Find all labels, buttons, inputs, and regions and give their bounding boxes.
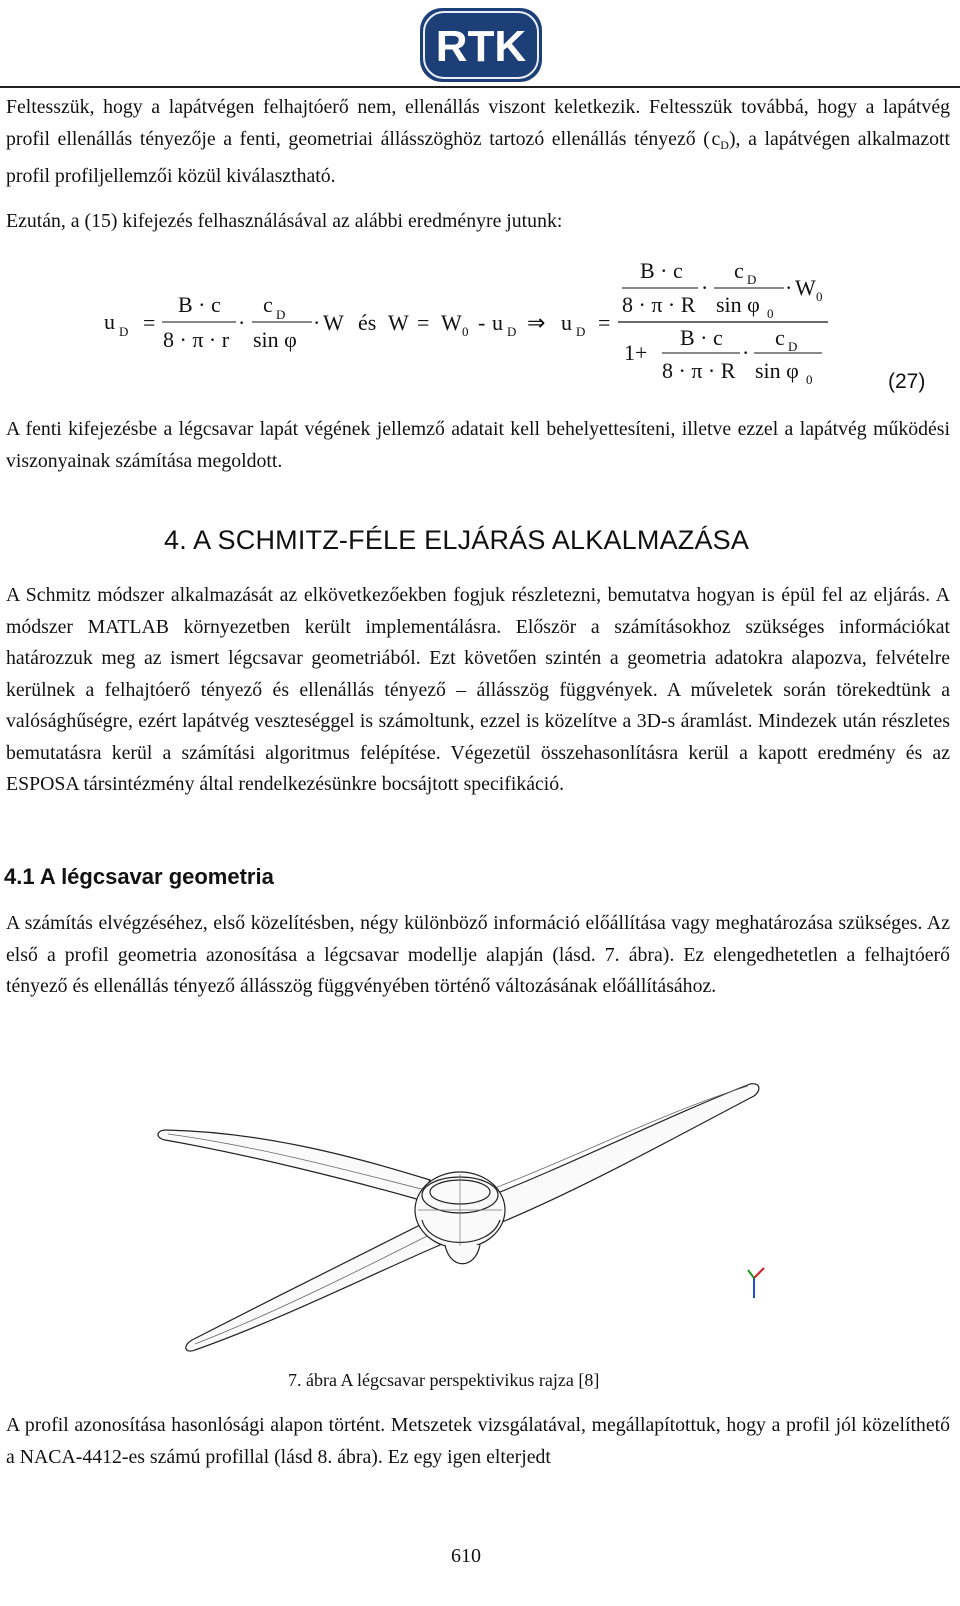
paragraph-6: A profil azonosítása hasonlósági alapon történt. Metszetek vizsgálatával, megállapítottuk, hogy a profil jól közelíthető a NACA-4412-es számú profillal (lásd 8. ábra). Ez egy igen elterjedt (6, 1414, 950, 1468)
rtk-logo-icon (420, 8, 542, 82)
eq-dot-4: · (785, 275, 793, 300)
eq-u-2-sub: D (507, 324, 517, 339)
eq-cd-num-sub: D (747, 272, 757, 287)
eq-bc-den: B · c (680, 325, 723, 350)
propeller-drawing-icon (150, 1070, 810, 1360)
eq-u-2: u (492, 310, 503, 335)
eq-w0-1: W (441, 310, 462, 335)
eq-implies: ⇒ (527, 310, 546, 335)
eq-dot-3: · (701, 275, 709, 300)
eq-u-sub: D (119, 324, 129, 339)
figure-caption: 7. ábra A légcsavar perspektivikus rajza [8] (288, 1370, 600, 1390)
equation-number: (27) (888, 370, 926, 393)
equation-27 (0, 250, 860, 400)
eq-w0-2: W (795, 275, 816, 300)
paragraph-5: A számítás elvégzéséhez, első közelítésben, négy különböző információ előállítása vagy meghatározása szükséges. Az első a profil geometria azonosítása a légcsavar modellje alapján (lásd. 7. ábra). Ez elengedhetetlen a felhajtóerő tényező és ellenállás tényező állásszög függvényében történő változásának előállításához. (6, 912, 950, 997)
paragraph-2: Ezután, a (15) kifejezés felhasználásával az alábbi eredményre jutunk: (6, 210, 563, 232)
section-title: 4. A SCHMITZ-FÉLE ELJÁRÁS ALKALMAZÁSA (164, 525, 750, 555)
eq-minus: - (478, 310, 486, 335)
svg-text:RTK: RTK (435, 22, 527, 71)
eq-8piR-den: 8 · π · R (662, 358, 736, 383)
eq-cd-den: c (775, 325, 785, 350)
eq-w0-1-sub: 0 (462, 324, 469, 339)
subsection-title: 4.1 A légcsavar geometria (4, 864, 274, 889)
paragraph-3: A fenti kifejezésbe a légcsavar lapát végének jellemző adatait kell behelyettesíteni, illetve ezzel a lapátvég működési viszonyainak számítása megoldott. (6, 418, 950, 472)
eq-sinphi0-den-sub: 0 (806, 372, 813, 387)
eq-sinphi: sin φ (253, 327, 297, 352)
rtk-logo (420, 8, 542, 82)
eq-dot-2: · (313, 310, 321, 335)
eq-w-1: W (323, 310, 344, 335)
eq-equals-3: = (598, 310, 611, 335)
eq-cd-1: c (263, 292, 273, 317)
page-number: 610 (451, 1545, 481, 1567)
eq-w0-2-sub: 0 (816, 289, 823, 304)
eq-sinphi0-num-sub: 0 (767, 306, 774, 321)
header-rule (0, 86, 960, 88)
eq-dot-1: · (238, 310, 246, 335)
eq-bc-num: B · c (640, 258, 683, 283)
eq-equals-2: = (417, 310, 430, 335)
paragraph-4: A Schmitz módszer alkalmazását az elkövetkezőekben fogjuk részletezni, bemutatva hogyan is épül fel az eljárás. A módszer MATLAB környezetben került implementálásra. Először a számításokhoz szükséges információkat határozzuk meg az ismert légcsavar geometriából. Ezt követően szintén a geometria adatokra alapozva, felvételre kerülnek a felhajtóerő tényező és ellenállás tényező – állásszög függvények. A műveletek során törekedtünk a valósághűségre, ezért lapátvég veszteséggel is számoltunk, ezzel is közelítve a 3D-s áramlást. Mindezek után részletes bemutatásra kerül a számítási algoritmus felépítése. Végezetül összehasonlításra kerül a kapott eredmény és az ESPOSA társintézmény által rendelkezésünkre bocsájtott specifikáció. (6, 584, 950, 795)
eq-dot-5: · (742, 340, 750, 365)
eq-u-3: u (561, 310, 572, 335)
paragraph-1-end: ), a lapátvégen alkalmazott profil profiljellemzői közül kiválasztható. (6, 127, 951, 187)
eq-cd-num: c (734, 258, 744, 283)
eq-8pir: 8 · π · r (163, 327, 230, 352)
eq-one-plus: 1+ (624, 340, 648, 365)
cd-symbol: c (711, 127, 721, 150)
paragraph-1-text: Feltesszük, hogy a lapátvégen felhajtóerő nem, ellenállás viszont keletkezik. Feltesszük továbbá, hogy a lapátvég profil ellenállás tényezője a fenti, geometriai állásszöghöz tartozó ellenállás tényező (6, 96, 950, 150)
eq-bc-1: B · c (178, 292, 221, 317)
eq-u-3-sub: D (576, 324, 586, 339)
propeller-figure (150, 1070, 810, 1365)
eq-cd-den-sub: D (788, 339, 798, 354)
eq-u: u (104, 309, 115, 334)
cd-subscript: D (720, 137, 729, 152)
eq-cd-1-sub: D (276, 307, 286, 322)
eq-es: és (358, 310, 377, 335)
eq-sinphi0-den: sin φ (755, 358, 799, 383)
paragraph-1: Feltesszük, hogy a lapátvégen felhajtóerő nem, ellenállás viszont keletkezik. Feltesszük továbbá, hogy a lapátvég profil ellenállás tényezője a fenti, geometriai állásszöghöz tartozó ellenállás tényező ( $c_D$), a lapátvégen alkalmazott profil profiljellemzői közül kiválasztható. (6, 96, 951, 187)
eq-sinphi0-num: sin φ (716, 292, 760, 317)
eq-8piR-num: 8 · π · R (622, 292, 696, 317)
eq-equals-1: = (143, 310, 156, 335)
eq-w-2: W (388, 310, 409, 335)
